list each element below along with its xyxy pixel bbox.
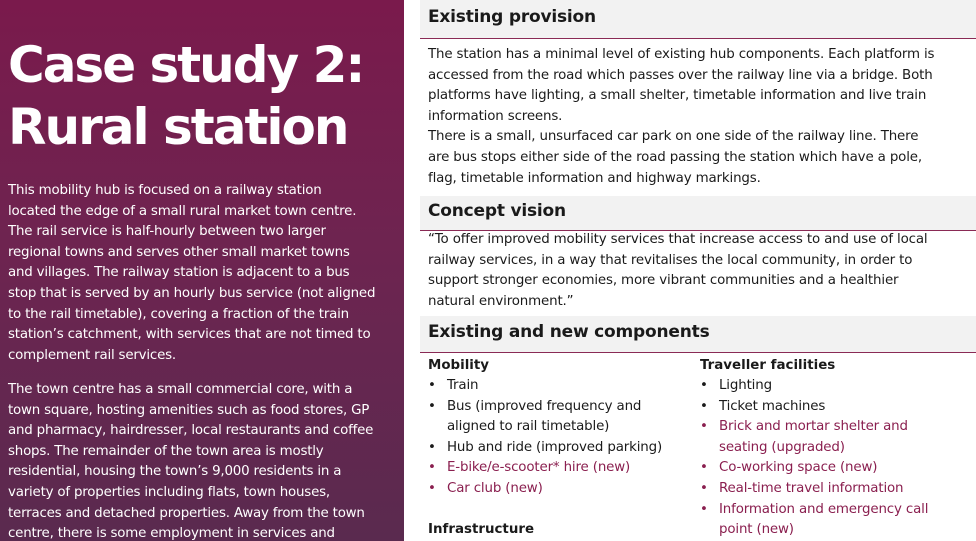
infrastructure-heading: Infrastructure [428, 522, 535, 537]
town-centre-paragraph [8, 380, 396, 541]
list-item-new: • E-bike/e-scooter* hire (new) [428, 458, 662, 479]
text-line: shops. The remainder of the town area is mostly [8, 443, 324, 459]
bullet-icon: • [428, 398, 436, 414]
intro-paragraph [8, 181, 396, 366]
concept-vision-heading: Concept vision [428, 201, 566, 221]
bullet-icon: • [428, 439, 436, 455]
list-item-new: • Real-time travel information [700, 479, 928, 500]
concept-vision-text [428, 230, 927, 312]
mobility-list [428, 376, 662, 500]
text-line: residential, housing the town’s 9,000 residents in a [8, 464, 342, 480]
text-line: and villages. The railway station is adjacent to a bus [8, 265, 350, 281]
bullet-icon: • [700, 501, 708, 517]
list-item: • Ticket machines [700, 397, 928, 418]
text-line: terraces and detached properties. Away from the town [8, 505, 365, 521]
text-line: “To offer improved mobility services that increase access to and use of local [428, 232, 928, 247]
text-line: located the edge of a small rural market town centre. [8, 203, 357, 219]
text-line: variety of properties including flats, town houses, [8, 484, 330, 500]
bullet-icon: • [700, 378, 708, 393]
bullet-icon: • [428, 460, 436, 476]
list-item: • Bus (improved frequency and aligned to rail timetable) [428, 398, 642, 435]
list-item: • Lighting [700, 376, 928, 397]
list-item-new: • Information and emergency call point (new) [700, 501, 929, 538]
text-line: and pharmacy, hairdresser, local restaurants and coffee [8, 423, 374, 439]
bullet-icon: • [700, 480, 708, 496]
section-divider [420, 38, 976, 39]
mobility-heading: Mobility [428, 358, 490, 373]
bullet-icon: • [700, 398, 708, 414]
components-heading: Existing and new components [428, 322, 710, 342]
case-study-panel [0, 0, 404, 541]
text-line: stop that is served by an hourly bus service (not aligned [8, 285, 376, 301]
text-line: railway services, in a way that revitalises the local community, in order to [428, 252, 913, 268]
existing-provision-text [428, 45, 934, 189]
list-item-new: • Co-working space (new) [700, 458, 928, 479]
existing-provision-heading: Existing provision [428, 7, 596, 27]
bullet-icon: • [700, 460, 708, 476]
list-item: • Hub and ride (improved parking) [428, 438, 662, 459]
traveller-facilities-heading: Traveller facilities [700, 358, 836, 373]
list-item-new: • Car club (new) [428, 479, 662, 500]
text-line: town square, hosting amenities such as food stores, GP [8, 402, 370, 418]
text-line: to the rail timetable), covering a fraction of the train [8, 306, 349, 322]
text-line: support stronger economies, more vibrant communities and a healthier [428, 273, 899, 289]
text-line: flag, timetable information and highway markings. [428, 170, 761, 186]
list-item: • Train [428, 376, 662, 397]
bullet-icon: • [428, 378, 436, 393]
section-divider [420, 352, 976, 353]
content-panel [420, 0, 976, 541]
text-line: accessed from the road which passes over the railway line via a bridge. Both [428, 67, 933, 83]
traveller-facilities-list [700, 376, 928, 541]
bullet-icon: • [700, 419, 708, 435]
text-line: natural environment.” [428, 293, 574, 309]
text-line: regional towns and serves other small market towns [8, 244, 350, 260]
text-line: information screens. [428, 108, 563, 124]
title-line: Case study 2: [8, 36, 364, 94]
text-line: station’s catchment, with services that are not timed to [8, 327, 371, 343]
text-line: This mobility hub is focused on a railway station [8, 183, 322, 198]
case-study-title [8, 34, 398, 158]
text-line: platforms have lighting, a small shelter, timetable information and live train [428, 88, 927, 104]
list-item-new: • Brick and mortar shelter and seating (upgraded) [700, 419, 908, 455]
title-line: Rural station [8, 98, 348, 156]
text-line: The station has a minimal level of existing hub components. Each platform is [428, 47, 935, 62]
text-line: centre, there is some employment in services and [8, 526, 335, 541]
text-line: are bus stops either side of the road passing the station which have a pole, [428, 149, 922, 165]
text-line: The town centre has a small commercial core, with a [8, 382, 353, 397]
text-line: complement rail services. [8, 347, 176, 363]
bullet-icon: • [428, 480, 436, 496]
text-line: The rail service is half-hourly between two larger [8, 224, 326, 240]
text-line: There is a small, unsurfaced car park on one side of the railway line. There [428, 129, 919, 145]
